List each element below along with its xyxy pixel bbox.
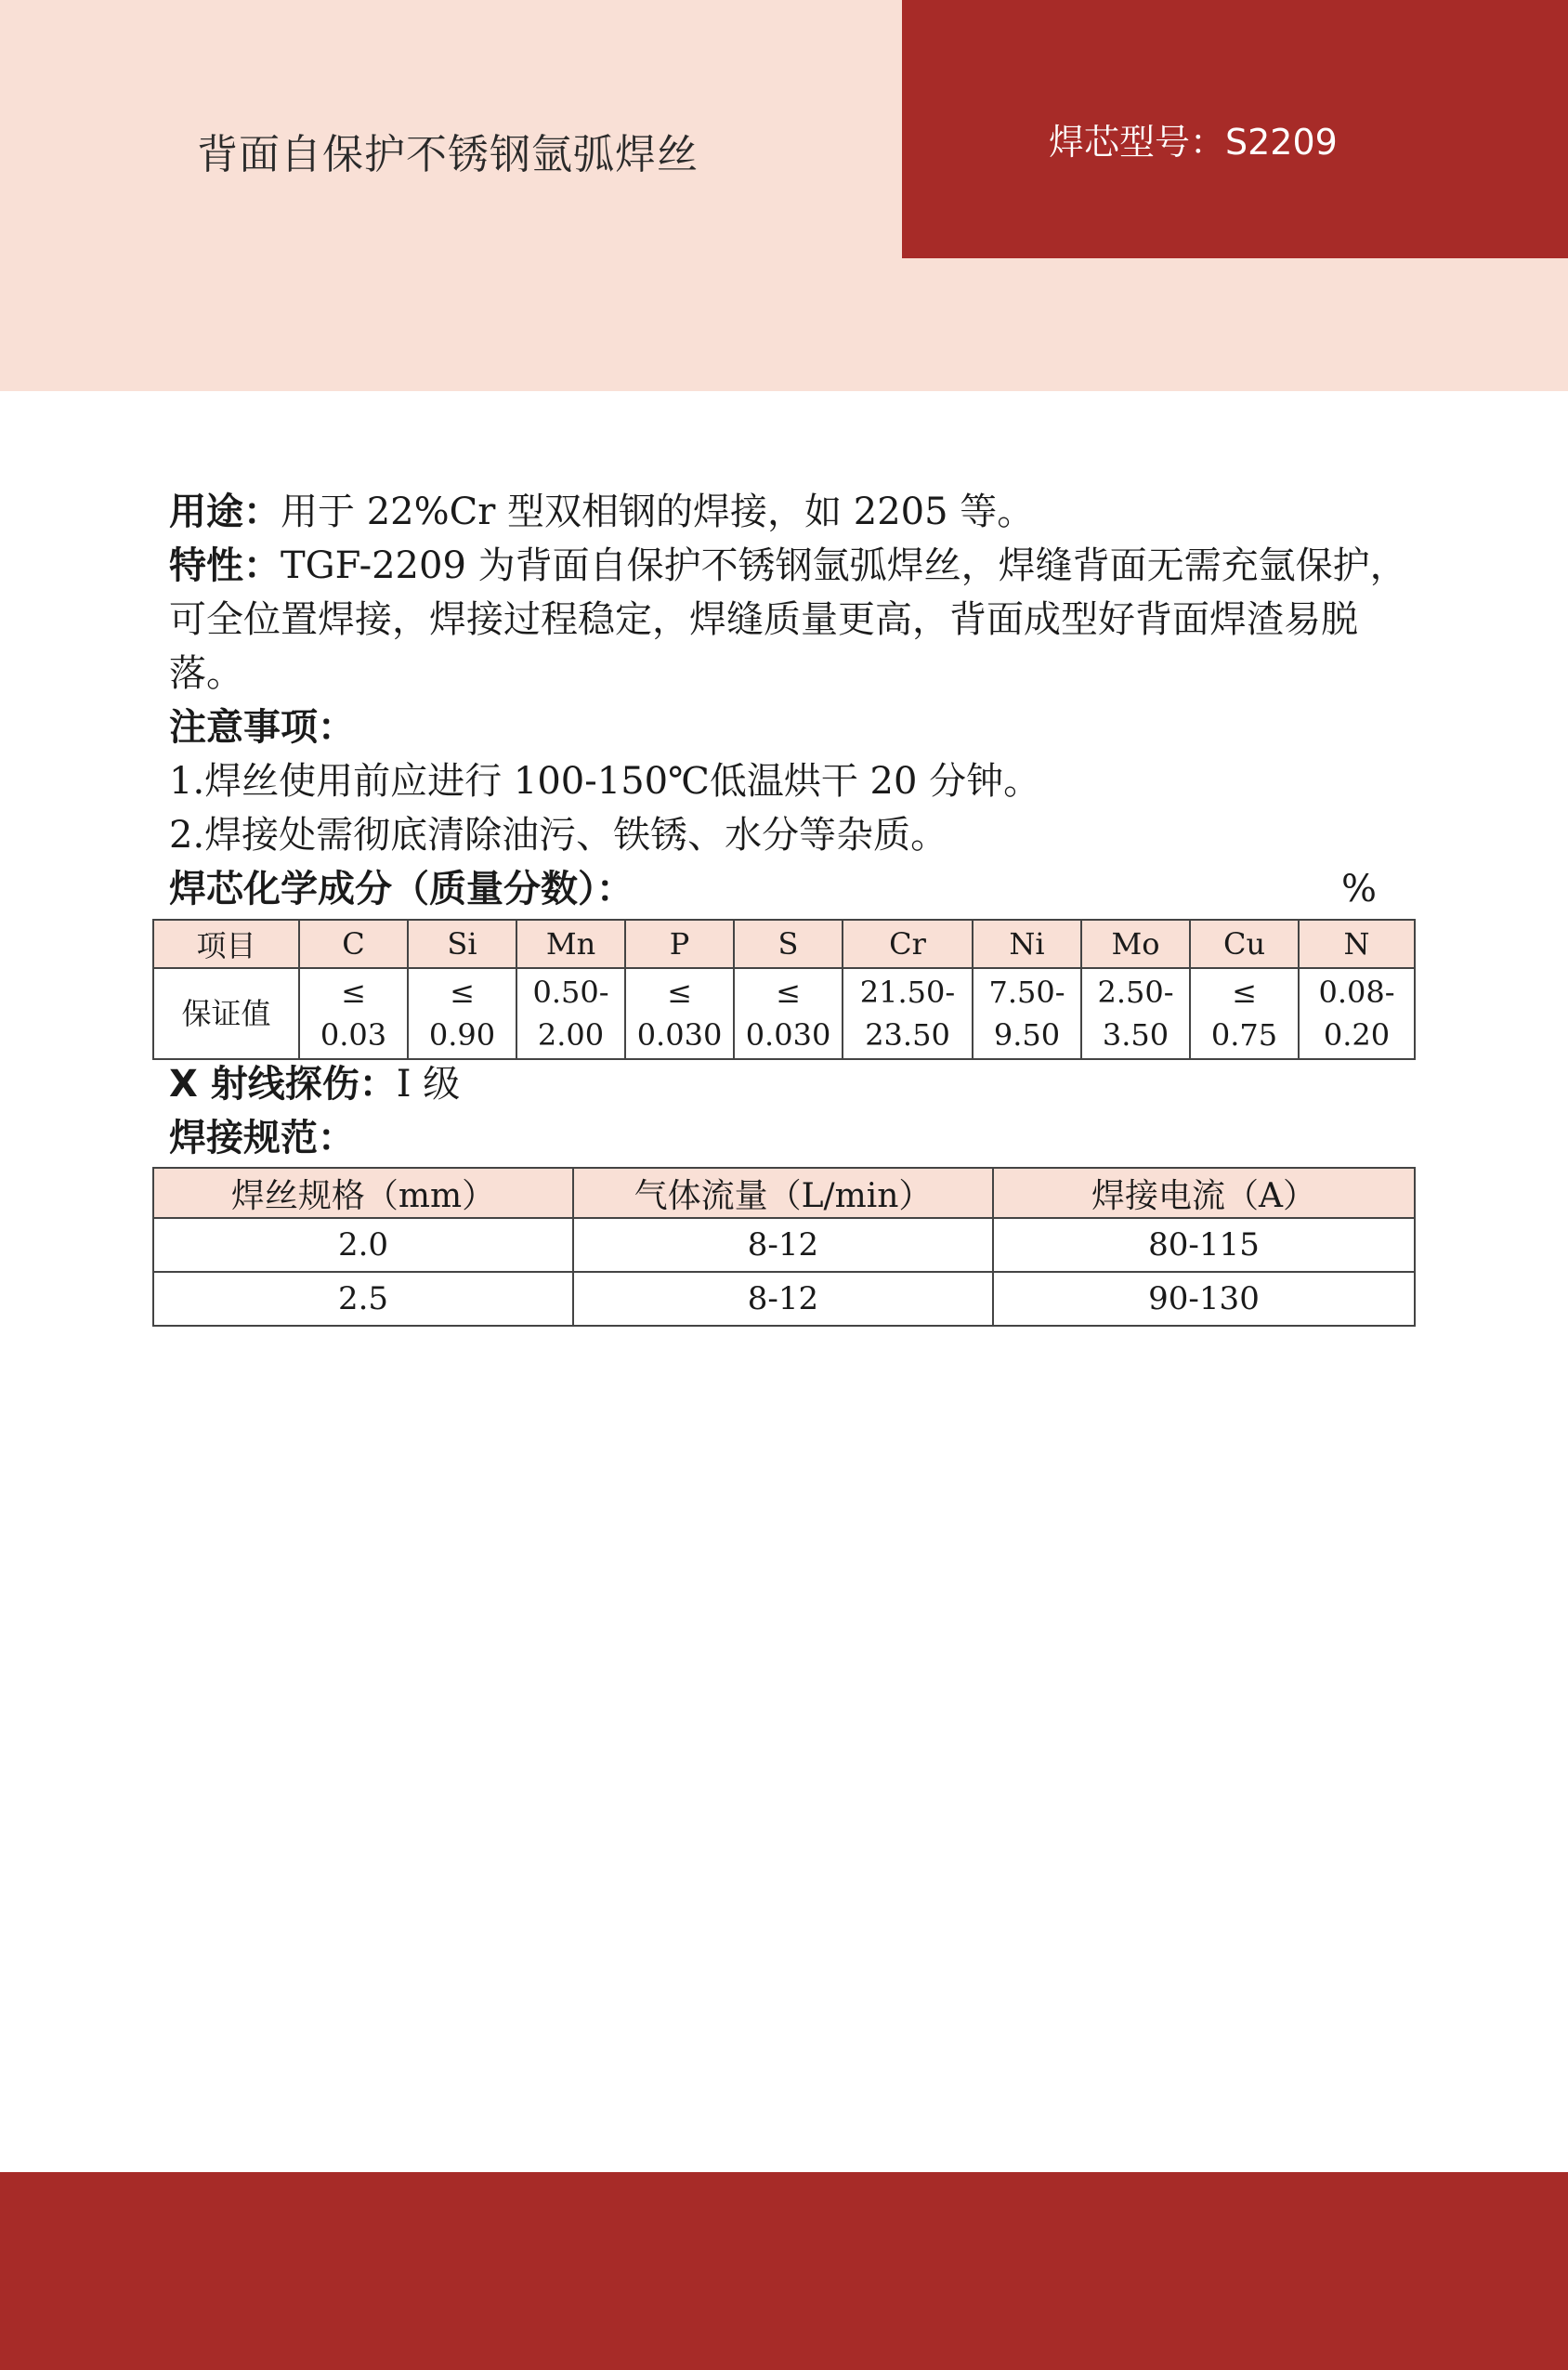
header-cell: Mn bbox=[516, 920, 625, 968]
xray-value: I 级 bbox=[396, 1063, 461, 1106]
usage-paragraph bbox=[169, 485, 1414, 539]
footer-band bbox=[0, 2172, 1568, 2370]
composition-unit: % bbox=[1340, 868, 1377, 910]
value-cell: 0.08- 0.20 bbox=[1299, 968, 1415, 1059]
value-cell: 21.50- 23.50 bbox=[843, 968, 973, 1059]
description-section bbox=[169, 485, 1414, 916]
value-cell: ≤ 0.75 bbox=[1190, 968, 1299, 1059]
spec-cell: 80-115 bbox=[993, 1218, 1415, 1272]
welding-spec-label: 焊接规范： bbox=[169, 1117, 355, 1159]
value-cell: 7.50- 9.50 bbox=[973, 968, 1081, 1059]
features-label: 特性： bbox=[169, 544, 281, 587]
header-cell: S bbox=[734, 920, 843, 968]
table-row bbox=[153, 1218, 1415, 1272]
value-cell: 2.50- 3.50 bbox=[1081, 968, 1190, 1059]
spec-cell: 90-130 bbox=[993, 1272, 1415, 1326]
header-cell: Ni bbox=[973, 920, 1081, 968]
note-item: 2.焊接处需彻底清除油污、铁锈、水分等杂质。 bbox=[169, 814, 948, 857]
composition-label: 焊芯化学成分（质量分数）： bbox=[169, 868, 634, 910]
xray-line bbox=[169, 1057, 1414, 1111]
model-box bbox=[902, 0, 1568, 258]
table-row bbox=[153, 1272, 1415, 1326]
spec-section bbox=[169, 1057, 1414, 1165]
composition-header-row bbox=[153, 920, 1415, 968]
header-cell: Cr bbox=[843, 920, 973, 968]
usage-text: 用于 22%Cr 型双相钢的焊接，如 2205 等。 bbox=[281, 491, 1035, 533]
model-number: 焊芯型号：S2209 bbox=[1049, 122, 1338, 163]
header-cell: 焊丝规格（mm） bbox=[153, 1168, 573, 1218]
spec-cell: 8-12 bbox=[573, 1218, 993, 1272]
value-cell: 0.50- 2.00 bbox=[516, 968, 625, 1059]
spec-cell: 8-12 bbox=[573, 1272, 993, 1326]
value-cell: ≤ 0.030 bbox=[734, 968, 843, 1059]
value-cell: ≤ 0.90 bbox=[408, 968, 516, 1059]
header-cell: 项目 bbox=[153, 920, 299, 968]
header-cell: 焊接电流（A） bbox=[993, 1168, 1415, 1218]
welding-spec-table bbox=[152, 1167, 1416, 1327]
spec-header-row bbox=[153, 1168, 1415, 1218]
xray-label: X 射线探伤： bbox=[169, 1063, 397, 1106]
header-cell: C bbox=[299, 920, 408, 968]
spec-cell: 2.0 bbox=[153, 1218, 573, 1272]
features-text: TGF-2209 为背面自保护不锈钢氩弧焊丝，焊缝背面无需充氩保护，可全位置焊接，焊接过程稳定，焊缝质量更高，背面成型好背面焊渣易脱落。 bbox=[169, 544, 1407, 695]
composition-value-row bbox=[153, 968, 1415, 1059]
note-item: 1.焊丝使用前应进行 100-150℃低温烘干 20 分钟。 bbox=[169, 760, 1041, 803]
composition-table bbox=[152, 919, 1416, 1060]
header-cell: N bbox=[1299, 920, 1415, 968]
row-label-cell: 保证值 bbox=[153, 968, 299, 1059]
value-cell: ≤ 0.030 bbox=[625, 968, 734, 1059]
composition-heading bbox=[169, 862, 1377, 916]
features-paragraph bbox=[169, 539, 1414, 701]
header-cell: Si bbox=[408, 920, 516, 968]
header-cell: Mo bbox=[1081, 920, 1190, 968]
value-cell: ≤ 0.03 bbox=[299, 968, 408, 1059]
header-cell: Cu bbox=[1190, 920, 1299, 968]
spec-cell: 2.5 bbox=[153, 1272, 573, 1326]
notes-label: 注意事项： bbox=[169, 706, 355, 749]
header-cell: 气体流量（L/min） bbox=[573, 1168, 993, 1218]
document-title: 背面自保护不锈钢氩弧焊丝 bbox=[197, 131, 699, 178]
header-cell: P bbox=[625, 920, 734, 968]
usage-label: 用途： bbox=[169, 491, 281, 533]
